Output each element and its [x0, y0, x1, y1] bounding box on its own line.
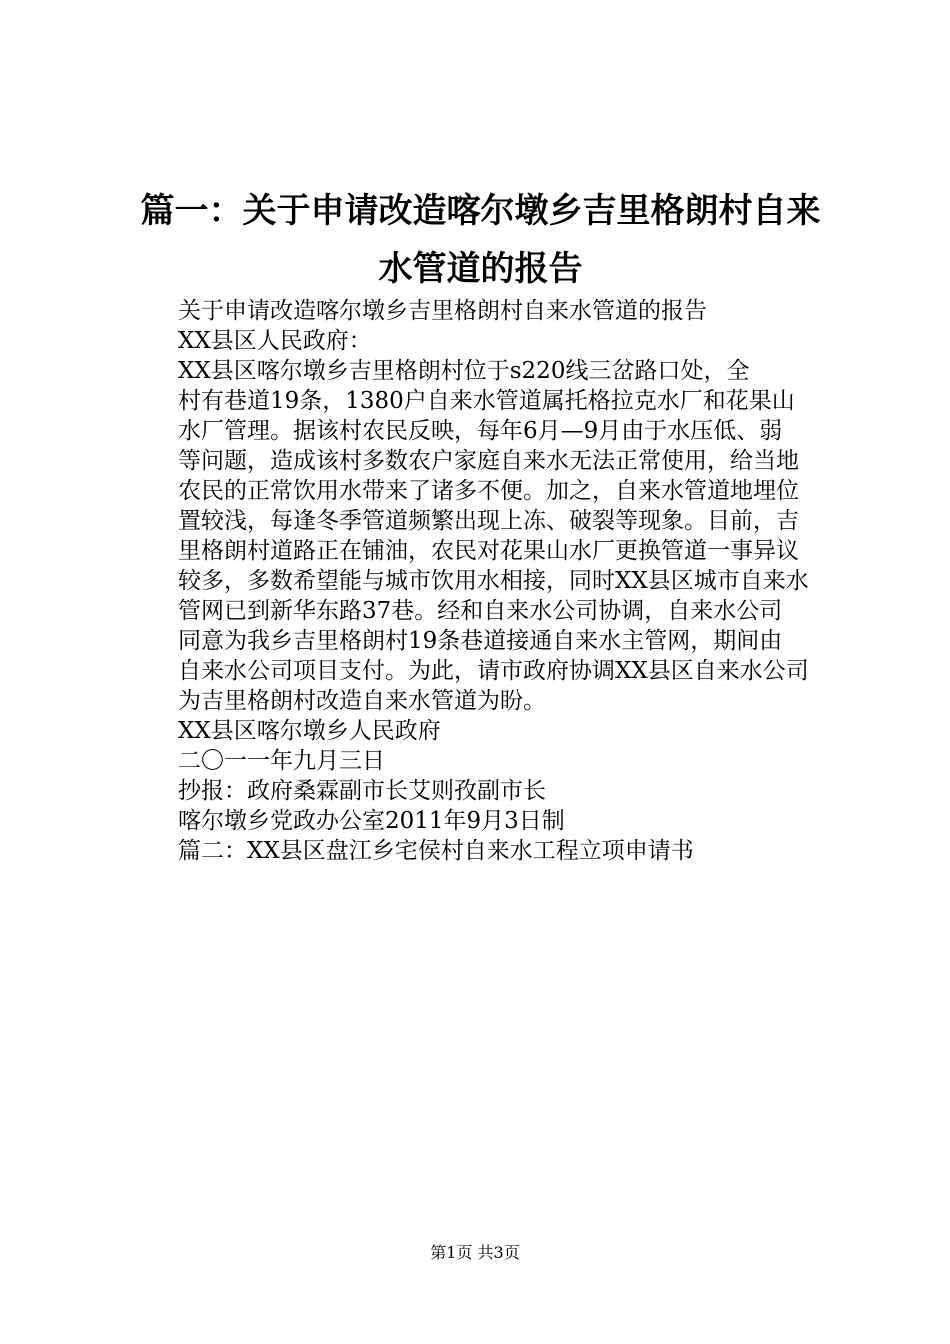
paragraph-body-line: 里格朗村道路正在铺油，农民对花果山水厂更换管道一事异议: [178, 538, 799, 564]
paragraph-body-line: 农民的正常饮用水带来了诸多不便。加之，自来水管道地埋位: [178, 478, 799, 504]
document-title: 篇一：关于申请改造喀尔墩乡吉里格朗村自来水管道的报告: [140, 191, 821, 289]
paragraph-body-line: 等问题，造成该村多数农户家庭自来水无法正常使用，给当地: [178, 448, 799, 474]
paragraph-issuer: 喀尔墩乡党政办公室2011年9月3日制: [178, 808, 565, 834]
paragraph-body-line: 自来水公司项目支付。为此，请市政府协调XX县区自来水公司: [178, 658, 809, 684]
paragraph-report-heading: 关于申请改造喀尔墩乡吉里格朗村自来水管道的报告: [178, 298, 707, 324]
paragraph-signature: XX县区喀尔墩乡人民政府: [178, 718, 441, 744]
paragraph-next-section: 篇二：XX县区盘江乡宅侯村自来水工程立项申请书: [178, 838, 694, 864]
paragraph-body-line: 村有巷道19条，1380户自来水管道属托格拉克水厂和花果山: [178, 388, 795, 414]
paragraph-cc: 抄报：政府桑霖副市长艾则孜副市长: [178, 778, 546, 804]
paragraph-body-line: 水厂管理。据该村农民反映，每年6月—9月由于水压低、弱: [178, 418, 783, 444]
paragraph-addressee: XX县区人民政府：: [178, 328, 372, 354]
document-body: [130, 296, 835, 866]
paragraph-body-line: 管网已到新华东路37巷。经和自来水公司协调，自来水公司: [178, 598, 783, 624]
page-footer: 第1页 共3页: [430, 1243, 520, 1262]
paragraph-body-line: 为吉里格朗村改造自来水管道为盼。: [178, 688, 546, 714]
paragraph-body-line: 较多，多数希望能与城市饮用水相接，同时XX县区城市自来水: [178, 568, 809, 594]
paragraph-body-line: 同意为我乡吉里格朗村19条巷道接通自来水主管网，期间由: [178, 628, 783, 654]
paragraph-body-line: XX县区喀尔墩乡吉里格朗村位于s220线三岔路口处，全: [178, 358, 750, 384]
paragraph-body-line: 置较浅，每逢冬季管道频繁出现上冻、破裂等现象。目前，吉: [178, 508, 799, 534]
paragraph-date: 二〇一一年九月三日: [178, 748, 385, 774]
